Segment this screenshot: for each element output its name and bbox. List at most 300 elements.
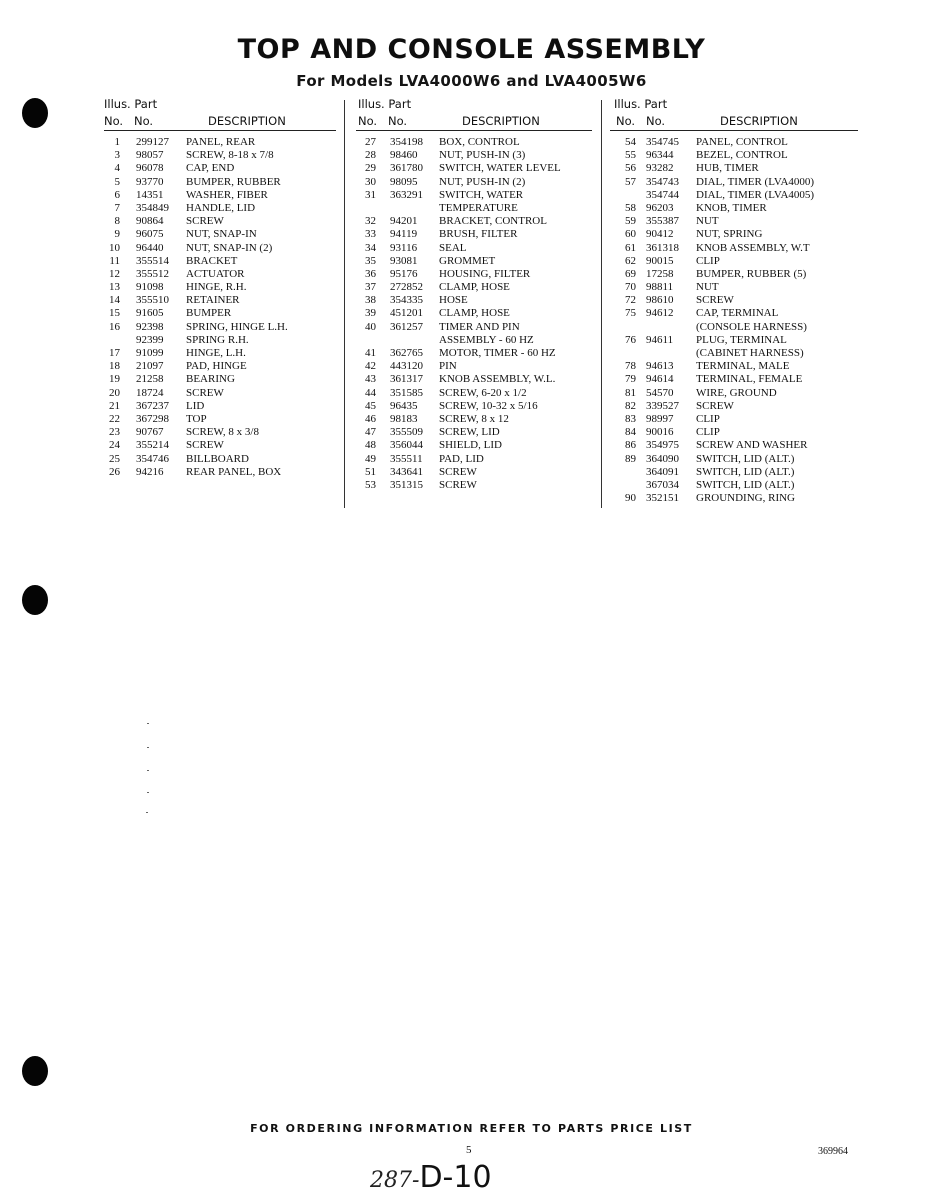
table-row	[610, 281, 858, 294]
illus-number: 78	[625, 360, 636, 373]
header-description: DESCRIPTION	[462, 114, 540, 128]
part-description: SCREW	[439, 465, 477, 478]
part-number: 339527	[646, 399, 679, 412]
part-description: NUT, PUSH-IN (2)	[439, 175, 526, 188]
part-description: ASSEMBLY - 60 HZ	[439, 333, 534, 346]
table-row	[104, 202, 336, 215]
scan-speck	[147, 723, 149, 724]
illus-number: 54	[625, 136, 636, 148]
table-row	[104, 453, 336, 466]
part-description: SWITCH, LID (ALT.)	[696, 478, 795, 491]
part-number: 90412	[646, 228, 674, 241]
part-number: 96078	[136, 162, 164, 175]
table-row	[610, 268, 858, 281]
part-number: 93081	[390, 254, 418, 267]
illus-number: 61	[625, 241, 636, 254]
part-description: TIMER AND PIN	[439, 320, 520, 333]
illus-number: 69	[625, 267, 636, 280]
illus-number: 35	[365, 254, 376, 267]
illus-number: 44	[365, 386, 376, 399]
illus-number: 79	[625, 373, 636, 386]
illus-number: 39	[365, 307, 376, 320]
table-row	[104, 149, 336, 162]
table-row	[356, 466, 592, 479]
illus-number: 70	[625, 281, 636, 294]
part-description: KNOB ASSEMBLY, W.L.	[439, 373, 556, 386]
table-row	[610, 479, 858, 492]
illus-number: 40	[365, 320, 376, 333]
part-description: HOUSING, FILTER	[439, 267, 531, 280]
part-number: 354745	[646, 136, 679, 148]
part-number: 355509	[390, 426, 423, 439]
part-description: BRACKET, CONTROL	[439, 215, 547, 228]
illus-number: 34	[365, 241, 376, 254]
illus-number: 17	[109, 347, 120, 359]
part-number: 451201	[390, 307, 423, 320]
illus-number: 31	[365, 188, 376, 201]
part-description: PANEL, CONTROL	[696, 136, 788, 148]
illus-number: 90	[625, 492, 636, 505]
part-description: PAD, HINGE	[186, 360, 247, 373]
table-row	[610, 255, 858, 268]
part-description: DIAL, TIMER (LVA4000)	[696, 175, 815, 188]
table-row	[104, 294, 336, 307]
part-description: TERMINAL, FEMALE	[696, 373, 803, 386]
illus-number: 38	[365, 294, 376, 307]
part-number: 443120	[390, 360, 423, 373]
part-description: KNOB ASSEMBLY, W.T	[696, 241, 810, 254]
header-illus-no: No.	[104, 114, 124, 128]
table-row	[104, 136, 336, 149]
part-number: 90016	[646, 426, 674, 439]
illus-number: 1	[114, 136, 120, 148]
table-row	[610, 400, 858, 413]
part-description: BEZEL, CONTROL	[696, 149, 788, 162]
illus-number: 83	[625, 412, 636, 425]
part-description: BRUSH, FILTER	[439, 228, 518, 241]
table-row	[610, 307, 858, 320]
part-description: CAP, END	[186, 162, 235, 175]
part-number: 91099	[136, 347, 164, 359]
part-number: 354743	[646, 175, 679, 188]
part-description: CLAMP, HOSE	[439, 281, 510, 294]
table-row	[356, 202, 592, 215]
header-part-no: No.	[646, 114, 666, 128]
column-header	[610, 97, 858, 133]
table-row	[356, 136, 592, 149]
part-description: TEMPERATURE	[439, 201, 518, 214]
part-number: 94119	[390, 228, 418, 241]
part-description: HINGE, R.H.	[186, 281, 247, 294]
part-number: 355512	[136, 267, 169, 280]
header-illus-part: Illus. Part	[614, 97, 668, 111]
table-row	[104, 228, 336, 241]
table-row	[356, 479, 592, 492]
part-description: PLUG, TERMINAL	[696, 333, 787, 346]
part-description: CLIP	[696, 412, 720, 425]
table-row	[104, 426, 336, 439]
part-number: 352151	[646, 492, 679, 505]
part-description: DIAL, TIMER (LVA4005)	[696, 188, 815, 201]
illus-number: 21	[109, 399, 120, 412]
part-description: BUMPER, RUBBER (5)	[696, 267, 807, 280]
parts-rows	[610, 136, 858, 505]
part-number: 91098	[136, 281, 164, 294]
table-row	[356, 228, 592, 241]
part-description: SCREW AND WASHER	[696, 439, 808, 452]
scan-speck	[147, 747, 149, 748]
part-description: TERMINAL, MALE	[696, 360, 790, 373]
illus-number: 29	[365, 162, 376, 175]
illus-number: 13	[109, 281, 120, 294]
table-row	[610, 413, 858, 426]
table-row	[104, 307, 336, 320]
illus-number: 48	[365, 439, 376, 452]
ordering-info-footer: FOR ORDERING INFORMATION REFER TO PARTS PRICE LIST	[250, 1122, 693, 1135]
illus-number: 42	[365, 360, 376, 373]
part-number: 361317	[390, 373, 423, 386]
illus-number: 22	[109, 412, 120, 425]
part-description: NUT, SNAP-IN (2)	[186, 241, 273, 254]
page-subtitle: For Models LVA4000W6 and LVA4005W6	[296, 72, 647, 90]
table-row	[104, 242, 336, 255]
illus-number: 37	[365, 281, 376, 294]
part-number: 98057	[136, 149, 164, 162]
part-description: SCREW	[439, 478, 477, 491]
illus-number: 18	[109, 360, 120, 373]
illus-number: 32	[365, 215, 376, 228]
table-row	[610, 228, 858, 241]
illus-number: 5	[114, 175, 120, 188]
illus-number: 82	[625, 399, 636, 412]
illus-number: 25	[109, 452, 120, 465]
part-description: SWITCH, WATER	[439, 188, 524, 201]
table-row	[104, 281, 336, 294]
table-row	[610, 426, 858, 439]
column-divider-2	[601, 100, 602, 508]
part-number: 364090	[646, 452, 679, 465]
part-number: 92398	[136, 320, 164, 333]
table-row	[104, 347, 336, 360]
table-row	[104, 413, 336, 426]
illus-number: 24	[109, 439, 120, 452]
part-number: 93116	[390, 241, 418, 254]
illus-number: 75	[625, 307, 636, 320]
illus-number: 59	[625, 215, 636, 228]
illus-number: 53	[365, 478, 376, 491]
part-number: 299127	[136, 136, 169, 148]
table-row	[104, 439, 336, 452]
part-description: TOP	[186, 412, 207, 425]
part-number: 98095	[390, 175, 418, 188]
part-number: 367298	[136, 412, 169, 425]
part-description: SPRING, HINGE L.H.	[186, 320, 288, 333]
table-row	[356, 176, 592, 189]
binder-hole-bottom	[22, 1056, 48, 1086]
part-description: SCREW, 6-20 x 1/2	[439, 386, 527, 399]
table-row	[356, 360, 592, 373]
part-number: 355510	[136, 294, 169, 307]
illus-number: 15	[109, 307, 120, 320]
part-description: NUT	[696, 281, 719, 294]
table-row	[356, 242, 592, 255]
part-number: 367034	[646, 478, 679, 491]
column-header	[104, 97, 336, 133]
part-description: HUB, TIMER	[696, 162, 759, 175]
table-row	[610, 242, 858, 255]
illus-number: 7	[114, 201, 120, 214]
table-row	[104, 360, 336, 373]
part-number: 354975	[646, 439, 679, 452]
illus-number: 19	[109, 373, 120, 386]
table-row	[356, 268, 592, 281]
part-description: RETAINER	[186, 294, 240, 307]
header-illus-no: No.	[358, 114, 378, 128]
part-number: 355387	[646, 215, 679, 228]
table-row	[356, 189, 592, 202]
illus-number: 23	[109, 426, 120, 439]
parts-column-2	[356, 97, 592, 492]
illus-number: 11	[109, 254, 120, 267]
illus-number: 45	[365, 399, 376, 412]
table-row	[610, 387, 858, 400]
part-number: 21258	[136, 373, 164, 386]
stamp-code: D-10	[419, 1160, 492, 1195]
table-row	[610, 136, 858, 149]
part-number: 343641	[390, 465, 423, 478]
table-row	[356, 426, 592, 439]
illus-number: 12	[109, 267, 120, 280]
parts-column-1	[104, 97, 336, 479]
illus-number: 76	[625, 333, 636, 346]
part-number: 356044	[390, 439, 423, 452]
part-description: NUT	[696, 215, 719, 228]
part-number: 54570	[646, 386, 674, 399]
table-row	[610, 294, 858, 307]
illus-number: 47	[365, 426, 376, 439]
part-number: 272852	[390, 281, 423, 294]
part-number: 98811	[646, 281, 674, 294]
part-description: MOTOR, TIMER - 60 HZ	[439, 347, 556, 359]
table-row	[356, 387, 592, 400]
table-row	[610, 360, 858, 373]
part-number: 98460	[390, 149, 418, 162]
illus-number: 3	[114, 149, 120, 162]
part-number: 351315	[390, 478, 423, 491]
illus-number: 6	[114, 188, 120, 201]
part-description: SCREW, 8-18 x 7/8	[186, 149, 274, 162]
parts-rows	[356, 136, 592, 492]
part-description: SCREW, 8 x 3/8	[186, 426, 259, 439]
part-description: SCREW, LID	[439, 426, 500, 439]
part-number: 18724	[136, 386, 164, 399]
part-number: 91605	[136, 307, 164, 320]
illus-number: 58	[625, 201, 636, 214]
illus-number: 10	[109, 241, 120, 254]
part-number: 355214	[136, 439, 169, 452]
column-header	[356, 97, 592, 133]
part-number: 21097	[136, 360, 164, 373]
table-row	[104, 373, 336, 386]
part-description: BILLBOARD	[186, 452, 249, 465]
illus-number: 55	[625, 149, 636, 162]
part-description: PIN	[439, 360, 457, 373]
table-row	[610, 439, 858, 452]
part-number: 90015	[646, 254, 674, 267]
part-description: CLIP	[696, 254, 720, 267]
document-number: 369964	[818, 1146, 848, 1157]
part-description: SCREW, 8 x 12	[439, 412, 509, 425]
table-row	[356, 321, 592, 334]
part-number: 98183	[390, 412, 418, 425]
part-number: 351585	[390, 386, 423, 399]
table-row	[104, 321, 336, 334]
part-number: 94614	[646, 373, 674, 386]
part-number: 363291	[390, 188, 423, 201]
table-row	[104, 189, 336, 202]
illus-number: 16	[109, 320, 120, 333]
table-row	[104, 400, 336, 413]
part-description: LID	[186, 399, 205, 412]
part-description: WASHER, FIBER	[186, 188, 268, 201]
part-description: PANEL, REAR	[186, 136, 256, 148]
table-row	[356, 294, 592, 307]
part-number: 354744	[646, 188, 679, 201]
header-rule	[356, 130, 592, 131]
part-description: HINGE, L.H.	[186, 347, 246, 359]
table-row	[610, 149, 858, 162]
illus-number: 4	[114, 162, 120, 175]
part-number: 90864	[136, 215, 164, 228]
part-number: 361257	[390, 320, 423, 333]
parts-column-3	[610, 97, 858, 505]
table-row	[104, 466, 336, 479]
part-description: CLAMP, HOSE	[439, 307, 510, 320]
part-number: 90767	[136, 426, 164, 439]
illus-number: 46	[365, 412, 376, 425]
illus-number: 43	[365, 373, 376, 386]
part-description: PAD, LID	[439, 452, 484, 465]
part-number: 354746	[136, 452, 169, 465]
table-row	[610, 453, 858, 466]
part-number: 354849	[136, 201, 169, 214]
part-number: 96075	[136, 228, 164, 241]
table-row	[610, 189, 858, 202]
part-number: 96203	[646, 201, 674, 214]
table-row	[104, 215, 336, 228]
part-description: WIRE, GROUND	[696, 386, 777, 399]
table-row	[610, 347, 858, 360]
part-description: GROMMET	[439, 254, 496, 267]
part-description: CLIP	[696, 426, 720, 439]
part-number: 93282	[646, 162, 674, 175]
illus-number: 89	[625, 452, 636, 465]
scan-speck	[147, 770, 149, 771]
part-description: CAP, TERMINAL	[696, 307, 779, 320]
header-part-no: No.	[134, 114, 154, 128]
table-row	[356, 400, 592, 413]
part-description: SCREW, 10-32 x 5/16	[439, 399, 538, 412]
illus-number: 33	[365, 228, 376, 241]
part-description: SHIELD, LID	[439, 439, 502, 452]
scan-speck	[146, 812, 148, 813]
illus-number: 57	[625, 175, 636, 188]
binder-hole-top	[22, 98, 48, 128]
illus-number: 51	[365, 465, 376, 478]
part-number: 94216	[136, 465, 164, 478]
table-row	[610, 321, 858, 334]
part-description: BRACKET	[186, 254, 238, 267]
table-row	[356, 162, 592, 175]
header-part-no: No.	[388, 114, 408, 128]
part-description: ACTUATOR	[186, 267, 245, 280]
illus-number: 60	[625, 228, 636, 241]
part-number: 95176	[390, 267, 418, 280]
illus-number: 14	[109, 294, 120, 307]
table-row	[610, 373, 858, 386]
page-number: 5	[466, 1144, 472, 1156]
part-description: SCREW	[186, 386, 224, 399]
illus-number: 81	[625, 386, 636, 399]
section-stamp	[370, 1160, 492, 1195]
illus-number: 28	[365, 149, 376, 162]
table-row	[104, 162, 336, 175]
table-row	[356, 439, 592, 452]
part-description: KNOB, TIMER	[696, 201, 767, 214]
table-row	[356, 281, 592, 294]
illus-number: 86	[625, 439, 636, 452]
table-row	[610, 176, 858, 189]
illus-number: 36	[365, 267, 376, 280]
illus-number: 41	[365, 347, 376, 359]
part-number: 354198	[390, 136, 423, 148]
table-row	[610, 202, 858, 215]
part-number: 14351	[136, 188, 164, 201]
header-rule	[104, 130, 336, 131]
part-description: SWITCH, WATER LEVEL	[439, 162, 561, 175]
part-number: 355511	[390, 452, 423, 465]
part-description: GROUNDING, RING	[696, 492, 795, 505]
illus-number: 26	[109, 465, 120, 478]
illus-number: 9	[114, 228, 120, 241]
part-number: 361780	[390, 162, 423, 175]
part-number: 354335	[390, 294, 423, 307]
part-description: SCREW	[186, 439, 224, 452]
table-row	[610, 334, 858, 347]
part-number: 17258	[646, 267, 674, 280]
part-description: BOX, CONTROL	[439, 136, 520, 148]
part-number: 98997	[646, 412, 674, 425]
part-description: SPRING R.H.	[186, 333, 249, 346]
illus-number: 8	[114, 215, 120, 228]
table-row	[356, 453, 592, 466]
parts-rows	[104, 136, 336, 479]
page-title: TOP AND CONSOLE ASSEMBLY	[237, 34, 706, 65]
header-illus-part: Illus. Part	[104, 97, 158, 111]
table-row	[610, 492, 858, 505]
table-row	[356, 215, 592, 228]
part-number: 92399	[136, 333, 164, 346]
part-number: 94612	[646, 307, 674, 320]
part-description: SEAL	[439, 241, 467, 254]
table-row	[610, 466, 858, 479]
part-number: 364091	[646, 465, 679, 478]
part-number: 96440	[136, 241, 164, 254]
illus-number: 72	[625, 294, 636, 307]
part-number: 96435	[390, 399, 418, 412]
illus-number: 30	[365, 175, 376, 188]
header-rule	[610, 130, 858, 131]
